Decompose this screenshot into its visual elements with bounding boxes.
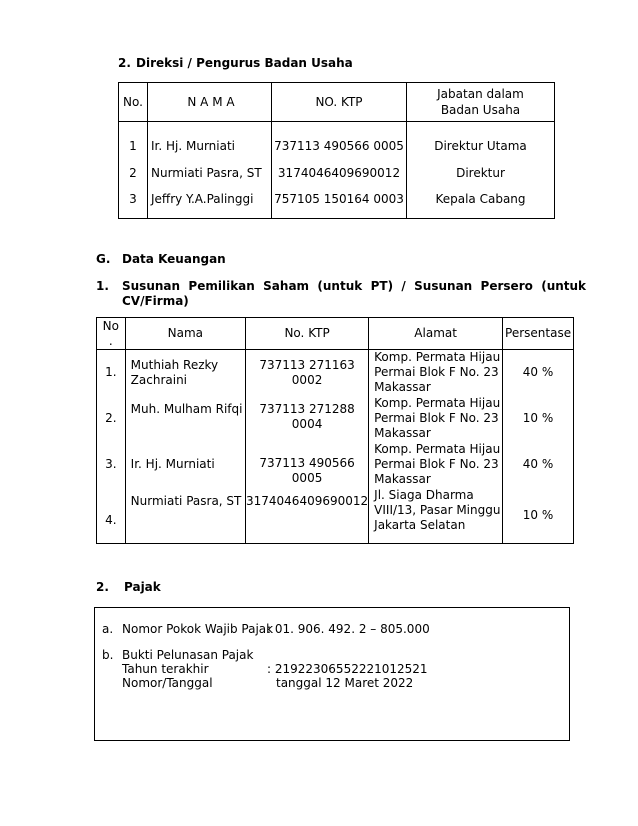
header-jabatan bbox=[407, 83, 555, 122]
header-ktp: NO. KTP bbox=[272, 83, 407, 122]
table-row bbox=[119, 186, 555, 219]
direksi-table bbox=[118, 82, 555, 219]
pajak-box bbox=[94, 607, 570, 741]
header-no bbox=[97, 318, 126, 350]
pajak-b-label: Bukti Pelunasan Pajak bbox=[122, 648, 254, 662]
cell-ktp bbox=[246, 350, 369, 396]
table-row bbox=[119, 122, 555, 161]
cell-ktp bbox=[246, 396, 369, 442]
cell-no: 4. bbox=[97, 488, 126, 544]
pajak-nomor-label: Nomor/Tanggal bbox=[122, 676, 213, 690]
cell-no: 3. bbox=[97, 442, 126, 488]
cell-persentase: 10 % bbox=[503, 396, 574, 442]
cell-alamat-line1: Komp. Permata Hijau bbox=[374, 350, 501, 365]
subsection-title-line1: Susunan Pemilikan Saham (untuk PT) / Susunan Persero (untuk bbox=[122, 279, 587, 293]
header-no-line1: No bbox=[102, 318, 119, 333]
direksi-heading-number: 2. bbox=[118, 56, 131, 70]
cell-alamat-line3: Makassar bbox=[374, 426, 431, 440]
cell-jabatan: Direktur bbox=[407, 160, 555, 186]
cell-nama: Ir. Hj. Murniati bbox=[148, 122, 272, 161]
cell-alamat-line2: Permai Blok F No. 23 bbox=[374, 365, 499, 380]
header-jabatan-line1: Jabatan dalam bbox=[437, 87, 524, 101]
cell-alamat-line1: Komp. Permata Hijau bbox=[374, 396, 501, 410]
cell-nama bbox=[125, 350, 245, 396]
table-header-row bbox=[97, 318, 574, 350]
pajak-a-label: Nomor Pokok Wajib Pajak bbox=[122, 622, 274, 636]
cell-ktp bbox=[246, 488, 369, 544]
table-row bbox=[97, 442, 574, 488]
cell-alamat-line2: Permai Blok F No. 23 bbox=[374, 411, 499, 425]
cell-ktp-line2: 0005 bbox=[291, 470, 323, 485]
cell-no: 2 bbox=[119, 160, 148, 186]
cell-jabatan: Direktur Utama bbox=[407, 122, 555, 161]
cell-nama-line1: Ir. Hj. Murniati bbox=[130, 457, 215, 471]
cell-alamat bbox=[369, 396, 503, 442]
cell-jabatan: Kepala Cabang bbox=[407, 186, 555, 219]
cell-ktp: 757105 150164 0003 bbox=[272, 186, 407, 219]
header-jabatan-line2: Badan Usaha bbox=[440, 103, 521, 117]
pajak-tahun-label: Tahun terakhir bbox=[122, 662, 209, 676]
table-header-row bbox=[119, 83, 555, 122]
cell-ktp: 737113 490566 0005 bbox=[272, 122, 407, 161]
header-nama: Nama bbox=[125, 318, 245, 350]
cell-alamat bbox=[369, 350, 503, 396]
section-title: Data Keuangan bbox=[122, 252, 226, 266]
cell-persentase: 40 % bbox=[503, 442, 574, 488]
cell-alamat-line3: Jakarta Selatan bbox=[374, 517, 466, 532]
cell-alamat-line2: VIII/13, Pasar Minggu bbox=[374, 502, 501, 517]
cell-ktp-line1: 737113 490566 bbox=[259, 455, 355, 470]
cell-ktp-line2: 0004 bbox=[291, 416, 323, 431]
subsection-number: 1. bbox=[96, 279, 109, 293]
header-ktp: No. KTP bbox=[246, 318, 369, 350]
header-nama: N A M A bbox=[148, 83, 272, 122]
pajak-b-letter: b. bbox=[102, 648, 114, 662]
cell-ktp-line1: 737113 271163 bbox=[259, 357, 355, 372]
cell-ktp-line1: 3174046409690012 bbox=[246, 493, 369, 508]
pajak-a-letter: a. bbox=[102, 622, 114, 636]
cell-alamat-line1: Jl. Siaga Dharma bbox=[374, 487, 474, 502]
saham-table bbox=[96, 317, 574, 544]
cell-ktp bbox=[246, 442, 369, 488]
cell-alamat-line3: Makassar bbox=[374, 380, 431, 395]
cell-nama-line1: Muh. Mulham Rifqi bbox=[130, 401, 243, 416]
direksi-heading: Direksi / Pengurus Badan Usaha bbox=[136, 56, 353, 70]
cell-no: 1 bbox=[119, 122, 148, 161]
header-alamat: Alamat bbox=[369, 318, 503, 350]
cell-nama bbox=[125, 488, 245, 544]
pajak-a-value: : 01. 906. 492. 2 – 805.000 bbox=[267, 622, 430, 636]
pajak-nomor-value: tanggal 12 Maret 2022 bbox=[276, 676, 414, 690]
cell-nama bbox=[125, 396, 245, 442]
section-letter: G. bbox=[96, 252, 111, 266]
cell-ktp-line1: 737113 271288 bbox=[259, 401, 355, 416]
pajak-tahun-value: : 21922306552221012521 bbox=[267, 662, 428, 676]
cell-no: 2. bbox=[97, 396, 126, 442]
cell-persentase: 40 % bbox=[503, 350, 574, 396]
cell-ktp: 3174046409690012 bbox=[272, 160, 407, 186]
table-row bbox=[97, 396, 574, 442]
cell-no: 1. bbox=[97, 350, 126, 396]
cell-alamat bbox=[369, 442, 503, 488]
cell-nama-line2: Zachraini bbox=[130, 372, 188, 387]
header-persentase: Persentase bbox=[503, 318, 574, 350]
pajak-title: Pajak bbox=[124, 580, 161, 594]
header-no: No. bbox=[119, 83, 148, 122]
subsection-title-line2: CV/Firma) bbox=[122, 294, 189, 308]
table-row bbox=[119, 160, 555, 186]
table-row bbox=[97, 350, 574, 396]
table-row bbox=[97, 488, 574, 544]
cell-nama-line1: Nurmiati Pasra, ST bbox=[130, 493, 242, 508]
pajak-number: 2. bbox=[96, 580, 109, 594]
cell-ktp-line2: 0002 bbox=[291, 372, 323, 387]
cell-nama: Jeffry Y.A.Palinggi bbox=[148, 186, 272, 219]
cell-no: 3 bbox=[119, 186, 148, 219]
cell-alamat-line1: Komp. Permata Hijau bbox=[374, 442, 501, 456]
cell-alamat-line2: Permai Blok F No. 23 bbox=[374, 457, 499, 471]
cell-nama bbox=[125, 442, 245, 488]
cell-persentase: 10 % bbox=[503, 488, 574, 544]
cell-nama-line1: Muthiah Rezky bbox=[130, 357, 219, 372]
header-no-line2: . bbox=[108, 333, 113, 348]
cell-alamat bbox=[369, 488, 503, 544]
cell-alamat-line3: Makassar bbox=[374, 472, 431, 486]
cell-nama: Nurmiati Pasra, ST bbox=[148, 160, 272, 186]
